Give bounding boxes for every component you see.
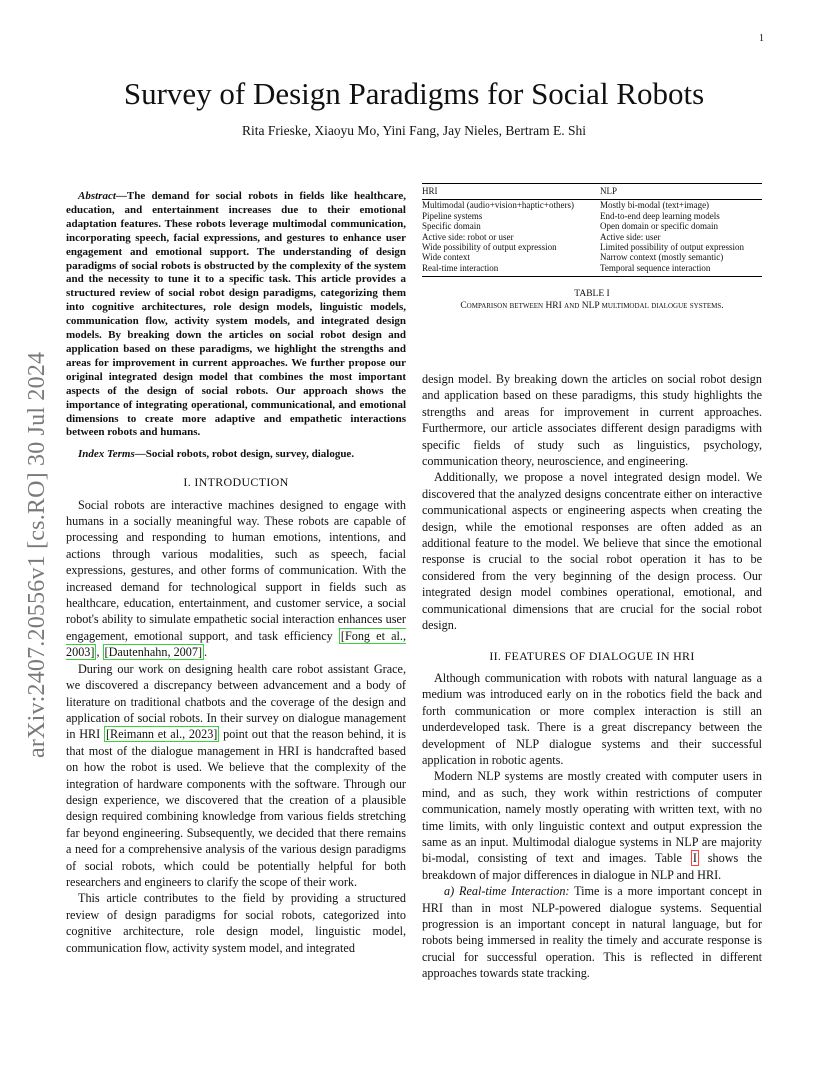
table-cell: Wide context (422, 252, 470, 263)
citation-separator: , (96, 645, 103, 660)
table-caption-number: TABLE I (574, 289, 610, 300)
abstract (66, 190, 406, 440)
table-row (422, 221, 762, 231)
paper-authors: Rita Frieske, Xiaoyu Mo, Yini Fang, Jay Nieles, Bertram E. Shi (241, 123, 587, 138)
citation-link[interactable]: [Fong et al., 2003] (66, 628, 406, 660)
table-header: NLP (600, 186, 618, 196)
features-paragraph-1: Although communication with robots with natural language as a medium was introduced early on in the robotics field the back and forth communication or more complex interaction is still an underdeveloped task. There is a great discrepancy between the development of NLP dialogue systems and their successful application in robotic agents. (422, 670, 762, 767)
left-column (66, 190, 406, 956)
page-number: 1 (759, 33, 764, 44)
intro-paragraph-1 (66, 497, 406, 661)
table-cell: Mostly bi-modal (text+image) (600, 200, 710, 211)
intro-p2-text: During our work on designing health care robot assistant Grace, we discovered a discrepancy between advancement and a body of literature on traditional chatbots and the coverage of the design and application of social robots. In their survey on dialogue management in HRI (66, 661, 406, 742)
section-numeral: II. (489, 648, 505, 663)
arxiv-stamp: arXiv:2407.20556v1 [cs.RO] 30 Jul 2024 (24, 351, 50, 758)
intro-p1-text: Social robots are interactive machines designed to engage with humans in a socially meaningful way. These robots are capable of processing and responding to human emotions, intentions, and actions through various modalities, such as speech, facial expressions, gestures, and other forms of communication. With the increased demand for technological support in fields such as healthcare, education, entertainment, and customer service, a social robot's ability to simulate empathetic social interaction enhances user engagement, emotional support, and task efficiency (66, 497, 406, 643)
index-terms (66, 448, 406, 462)
section-heading-features (422, 648, 762, 664)
index-terms-text: —Social robots, robot design, survey, dialogue. (134, 448, 355, 461)
table-row (422, 242, 762, 252)
abstract-text: —The demand for social robots in fields like healthcare, education, and entertainment increases due to their emotional adaptation features. These robots leverage multimodal communication, incorporating speech, facial expressions, and gestures to enhance user engagement and emotional support. The understanding of design paradigms of social robots is obstructed by the complexity of the system and the necessity to tune it to a specific task. This article provides a structured review of social robot design paradigms, categorizing them into cognitive architectures, role design models, linguistic models, communication flow, activity system models, and integrated design models. By breaking down the articles on social robot design and application based on these paradigms, we highlight the strengths and areas for improvement in current approaches. We further propose our original integrated design model that combines the most important aspects of the design of social robots. Our approach shows the importance of integrating operational, communicational, and emotional dimensions to create more adaptive and empathetic interactions between robots and humans. (66, 190, 406, 439)
section-title-acronym: HRI (673, 648, 695, 663)
subsection-text: Time is a more important concept in HRI than in most NLP-powered dialogue systems. Sequential progression is an important concept in natural language, but for robots being immersed in reality the timely and accurate response is crucial for successful operation. This is reflected in different approaches towards state tracking. (422, 884, 762, 981)
paper-title: Survey of Design Paradigms for Social Robots (123, 76, 705, 111)
section-title-rest: NTRODUCTION (198, 475, 289, 490)
section-heading-introduction (66, 474, 406, 490)
table-cell: Real-time interaction (422, 262, 499, 273)
features-p2-text-cont: shows the breakdown of major differences in dialogue in NLP and HRI. (422, 851, 762, 882)
table-cell: Limited possibility of output expression (600, 242, 744, 253)
section-title-initial: I (194, 475, 199, 490)
table-cell: Specific domain (422, 221, 481, 232)
comparison-table-block (422, 183, 762, 312)
section-title-initial: D (588, 648, 598, 663)
table-row (422, 232, 762, 242)
right-column (422, 371, 762, 982)
citation-link[interactable]: [Dautenhahn, 2007] (104, 645, 203, 660)
table-row (422, 263, 762, 277)
table-row (422, 211, 762, 221)
table-cell: Active side: robot or user (422, 231, 514, 242)
table-cell: Temporal sequence interaction (600, 262, 711, 273)
table-cell: Active side: user (600, 231, 661, 242)
abstract-lead: Abstract (78, 190, 116, 202)
section-numeral: I. (183, 475, 195, 490)
table-caption (422, 289, 762, 312)
table-cell: Multimodal (audio+vision+haptic+others) (422, 200, 574, 211)
comparison-table (422, 183, 762, 277)
table-header: HRI (422, 186, 438, 196)
features-p2-text: Modern NLP systems are mostly created with computer users in mind, and as such, they work within restrictions of computer communication, namely mostly operating with written text, with no time limits, with only linguistic context and output expression the same as an input. Multimodal dialogue systems in NLP are majority bi-modal, consisting of text and images. Table (422, 769, 762, 866)
right-paragraph-1: design model. By breaking down the articles on social robot design and application based on these paradigms, this study highlights the strengths and areas for improvement in current approaches. Furthermore, our article associates different design paradigms with specific fields of study such as linguistics, psychology, communication theory, neuroscience, and engineering. (422, 372, 762, 469)
subsection-real-time (422, 883, 762, 981)
table-cell: Open domain or specific domain (600, 221, 718, 232)
sentence-end: . (204, 645, 208, 660)
index-terms-lead: Index Terms (78, 448, 135, 461)
subsection-label: a) Real-time Interaction: (444, 884, 570, 899)
table-caption-text: Comparison between HRI and NLP multimodal dialogue systems. (460, 300, 724, 311)
table-reference-link[interactable]: I (692, 851, 697, 866)
table-cell: Wide possibility of output expression (422, 242, 557, 253)
features-paragraph-2 (422, 768, 762, 883)
section-title-rest: IALOGUE IN (597, 648, 674, 663)
table-cell: End-to-end deep learning models (600, 210, 720, 221)
table-cell: Pipeline systems (422, 210, 483, 221)
table-row (422, 252, 762, 262)
section-title-initial: F (504, 648, 512, 663)
table-cell: Narrow context (mostly semantic) (600, 252, 724, 263)
intro-p2-text-cont: point out that the reason behind, it is that most of the dialogue management in HRI is handcrafted based on how the robot is used. We believe that the complexity of the integration of hardware components with the software. Through our design experience, we discovered that the creation of a plausible design required combining knowledge from various fields stretching far beyond engineering. Subsequently, we decided that there remains a need for a comprehensive analysis of the various design paradigms of social robots, which could be potentially helpful for both researchers and engineers to clarify the scope of their work. (66, 727, 407, 889)
intro-paragraph-2 (66, 661, 406, 891)
table-header-row (422, 184, 762, 200)
intro-paragraph-3: This article contributes to the field by providing a structured review of design paradigms for social robots, categorized into cognitive architecture, role design model, linguistic model, communication flow, activity system model, and integrated (66, 891, 406, 955)
right-paragraph-2: Additionally, we propose a novel integrated design model. We discovered that the analyzed designs concentrate either on interactive communicational aspects or engineering aspects when creating the design, while the emotional responses are often added as an additional feature to the model. We believe that since the emotional response is crucial to the social robot operation it has to be considered from the very beginning of the design process. Our integrated design model combines operational, emotional, and communicational dimensions that are crucial for the social robot design. (422, 470, 762, 633)
citation-link[interactable]: [Reimann et al., 2023] (105, 727, 218, 742)
table-row (422, 200, 762, 211)
section-title-rest: EATURES OF (511, 648, 589, 663)
